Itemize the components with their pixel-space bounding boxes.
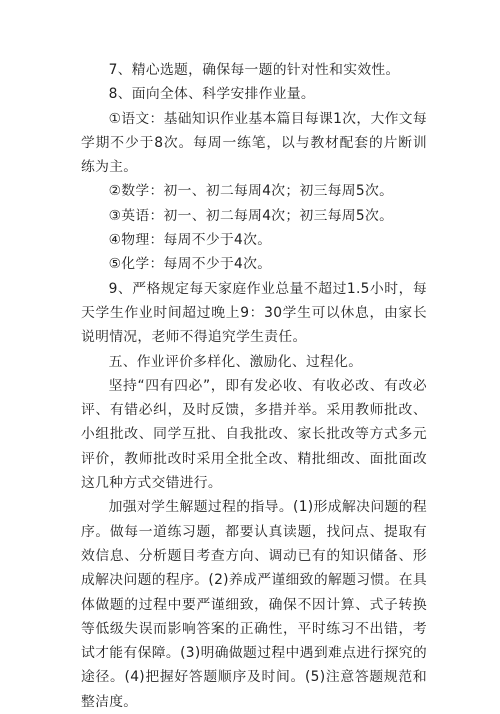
paragraph-item-8: 8、面向全体、科学安排作业量。 <box>108 86 316 103</box>
document-body <box>81 58 427 714</box>
section-heading-five: 五、作业评价多样化、激励化、过程化。 <box>108 353 363 370</box>
paragraph-item-9: 9、严格规定每天家庭作业总量不超过1.5小时，每天学生作业时间超过晚上9：30学生可以休息，由家长说明情况，老师不得追究学生责任。 <box>81 280 427 346</box>
paragraph-physics: ④物理：每周不少于4次。 <box>108 232 272 249</box>
paragraph-guidance: 加强对学生解题过程的指导。(1)形成解决问题的程序。做每一道练习题，都要认真读题，找问点、提取有效信息、分析题目考查方向、调动已有的知识储备、形成解决问题的程序。(2)养成严谨细致的解题习惯。在具体做题的过程中要严谨细致，确保不因计算、式子转换等低级失误而影响答案的正确性，平时练习不出错，考试才能有保障。(3)明确做题过程中遇到难点进行探究的途径。(4)把握好答题顺序及时间。(5)注意答题规范和整洁度。 <box>81 499 427 710</box>
paragraph-item-7: 7、精心选题，确保每一题的针对性和实效性。 <box>108 62 400 78</box>
paragraph-english: ③英语：初一、初二每周4次；初三每周5次。 <box>108 207 394 224</box>
paragraph-four-musts: 坚持“四有四必”，即有发必收、有收必改、有改必评、有错必纠，及时反馈，多措并举。采用教师批改、小组批改、同学互批、自我批改、家长批改等方式多元评价，教师批改时采用全批全改、精批细改、面批面改这几种方式交错进行。 <box>81 377 427 492</box>
paragraph-math: ②数学：初一、初二每周4次；初三每周5次。 <box>108 183 394 200</box>
paragraph-chinese: ①语文：基础知识作业基本篇目每课1次，大作文每学期不少于8次。每周一练笔，以与教材配套的片断训练为主。 <box>81 110 427 176</box>
paragraph-chemistry: ⑤化学：每周不少于4次。 <box>108 256 272 273</box>
